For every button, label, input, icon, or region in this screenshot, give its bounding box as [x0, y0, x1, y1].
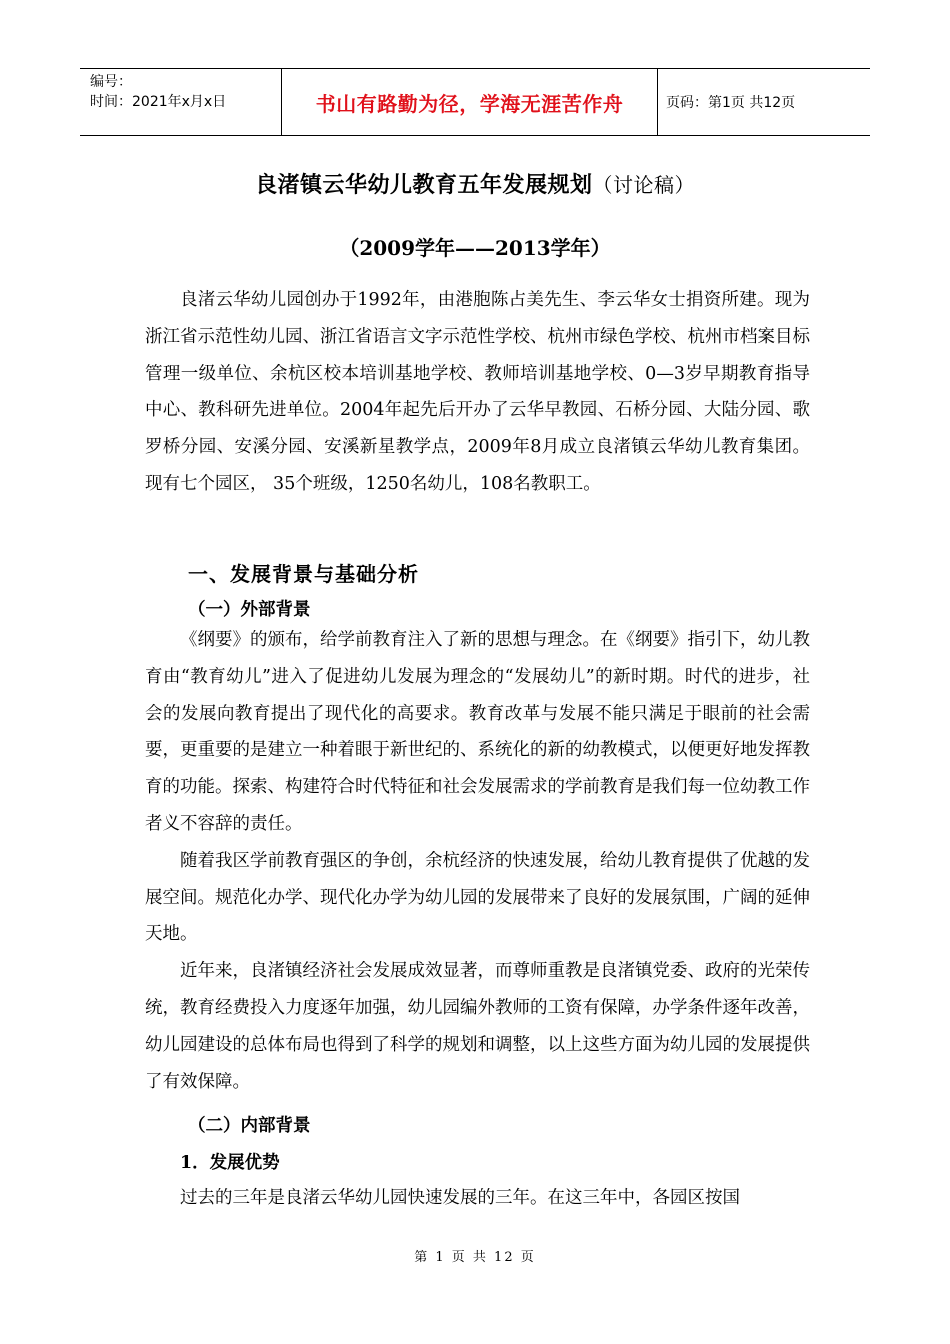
paragraph: 《纲要》的颁布，给学前教育注入了新的思想与理念。在《纲要》指引下，幼儿教育由“教育幼儿”进入了促进幼儿发展为理念的“发展幼儿”的新时期。时代的进步，社会的发展向教育提出了现代化的高要求。教育改革与发展不能只满足于眼前的社会需要，更重要的是建立一种着眼于新世纪的、系统化的新的幼教模式，以便更好地发挥教育的功能。探索、构建符合时代特征和社会发展需求的学前教育是我们每一位幼教工作者义不容辞的责任。 — [145, 630, 810, 834]
header-meta — [80, 69, 281, 135]
header-motto-cell — [281, 69, 658, 135]
paragraph: 随着我区学前教育强区的争创，余杭经济的快速发展，给幼儿教育提供了优越的发展空间。规范化办学、现代化办学为幼儿园的发展带来了良好的发展氛围，广阔的延伸天地。 — [145, 850, 810, 945]
external-background-block — [145, 622, 810, 1100]
header-table — [80, 68, 870, 136]
title-main: 良渚镇云华幼儿教育五年发展规划 — [254, 172, 593, 198]
header-page-info: 页码：第1页 共12页 — [666, 95, 796, 111]
section-heading: 一、发展背景与基础分析 — [188, 562, 419, 586]
number-label: 编号： — [90, 74, 132, 90]
paragraph: 近年来，良渚镇经济社会发展成效显著，而尊师重教是良渚镇党委、政府的光荣传统，教育经费投入力度逐年加强，幼儿园编外教师的工资有保障，办学条件逐年改善，幼儿园建设的总体布局也得到了科学的规划和调整，以上这些方面为幼儿园的发展提供了有效保障。 — [145, 961, 810, 1092]
document-title — [0, 168, 950, 199]
header-motto: 书山有路勤为径，学海无涯苦作舟 — [315, 91, 624, 116]
subsection-heading-internal: （二）内部背景 — [188, 1116, 311, 1136]
intro-block — [145, 282, 810, 503]
intro-paragraph: 良渚云华幼儿园创办于1992年，由港胞陈占美先生、李云华女士捐资所建。现为浙江省示范性幼儿园、浙江省语言文字示范性学校、杭州市绿色学校、杭州市档案目标管理一级单位、余杭区校本培训基地学校、教师培训基地学校、0—3岁早期教育指导中心、教科研先进单位。2004年起先后开办了云华早教园、石桥分园、大陆分园、歌罗桥分园、安溪分园、安溪新星教学点，2009年8月成立良渚镇云华幼儿教育集团。现有七个园区， 35个班级，1250名幼儿，108名教职工。 — [145, 290, 810, 494]
item-heading-advantages: 1．发展优势 — [180, 1153, 280, 1173]
title-note: （讨论稿） — [592, 173, 695, 197]
document-subtitle: （2009学年——2013学年） — [339, 236, 611, 260]
paragraph: 过去的三年是良渚云华幼儿园快速发展的三年。在这三年中，各园区按国 — [180, 1188, 740, 1208]
time-label: 时间：2021年x月x日 — [90, 94, 227, 110]
page-footer: 第 1 页 共 12 页 — [414, 1250, 536, 1265]
subsection-heading-external: （一）外部背景 — [188, 600, 311, 620]
internal-background-block — [145, 1180, 810, 1217]
